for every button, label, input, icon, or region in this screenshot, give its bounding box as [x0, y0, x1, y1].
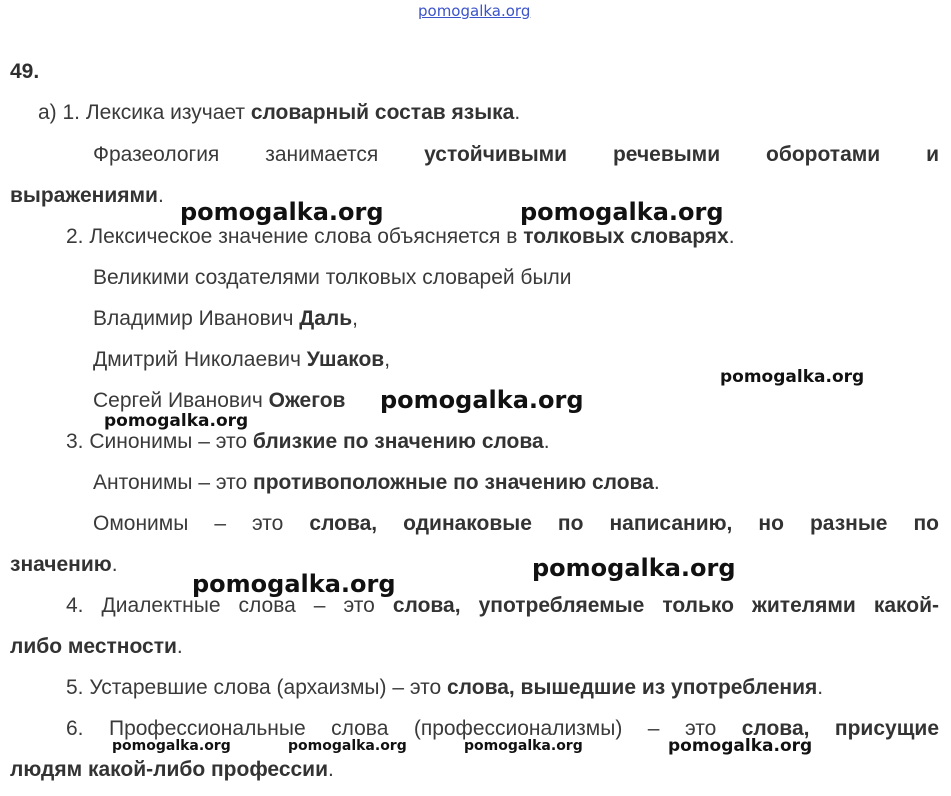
watermark: pomogalka.org — [180, 198, 384, 226]
watermark: pomogalka.org — [520, 198, 724, 226]
site-link[interactable]: pomogalka.org — [418, 2, 531, 20]
watermark: pomogalka.org — [104, 411, 249, 431]
answer-line: Великими создателями толковых словарей были — [93, 266, 572, 289]
answer-line: 6. Профессиональные слова (профессионализмы) – это слова, присущие — [66, 717, 940, 740]
exercise-number: 49. — [10, 60, 40, 83]
watermark: pomogalka.org — [380, 386, 584, 414]
watermark: pomogalka.org — [288, 738, 407, 754]
answer-line: 5. Устаревшие слова (архаизмы) – это слова, вышедшие из употребления. — [66, 676, 824, 699]
answer-line: людям какой-либо профессии. — [10, 758, 334, 781]
watermark: pomogalka.org — [192, 570, 396, 598]
watermark: pomogalka.org — [668, 736, 813, 756]
answer-line: 4. Диалектные слова – это слова, употребляемые только жителями какой- — [66, 594, 939, 617]
watermark: pomogalka.org — [112, 738, 231, 754]
watermark: pomogalka.org — [720, 367, 865, 387]
watermark: pomogalka.org — [464, 738, 583, 754]
answer-line: Антонимы – это противоположные по значению слова. — [93, 471, 660, 494]
answer-line: значению. — [10, 553, 118, 576]
watermark: pomogalka.org — [532, 554, 736, 582]
answer-line: Сергей Иванович Ожегов — [93, 389, 346, 412]
answer-line: Владимир Иванович Даль, — [93, 307, 358, 330]
answer-line: Дмитрий Николаевич Ушаков, — [93, 348, 391, 371]
answer-line: а) 1. Лексика изучает словарный состав языка. — [38, 101, 521, 124]
answer-line: 3. Синонимы – это близкие по значению слова. — [66, 430, 550, 453]
answer-line: либо местности. — [10, 635, 183, 658]
answer-line: 2. Лексическое значение слова объясняется в толковых словарях. — [66, 225, 735, 248]
answer-line: Фразеология занимается устойчивыми речевыми оборотами и — [93, 143, 939, 166]
answer-line: выражениями. — [10, 184, 164, 207]
answer-line: Омонимы – это слова, одинаковые по написанию, но разные по — [93, 512, 940, 535]
